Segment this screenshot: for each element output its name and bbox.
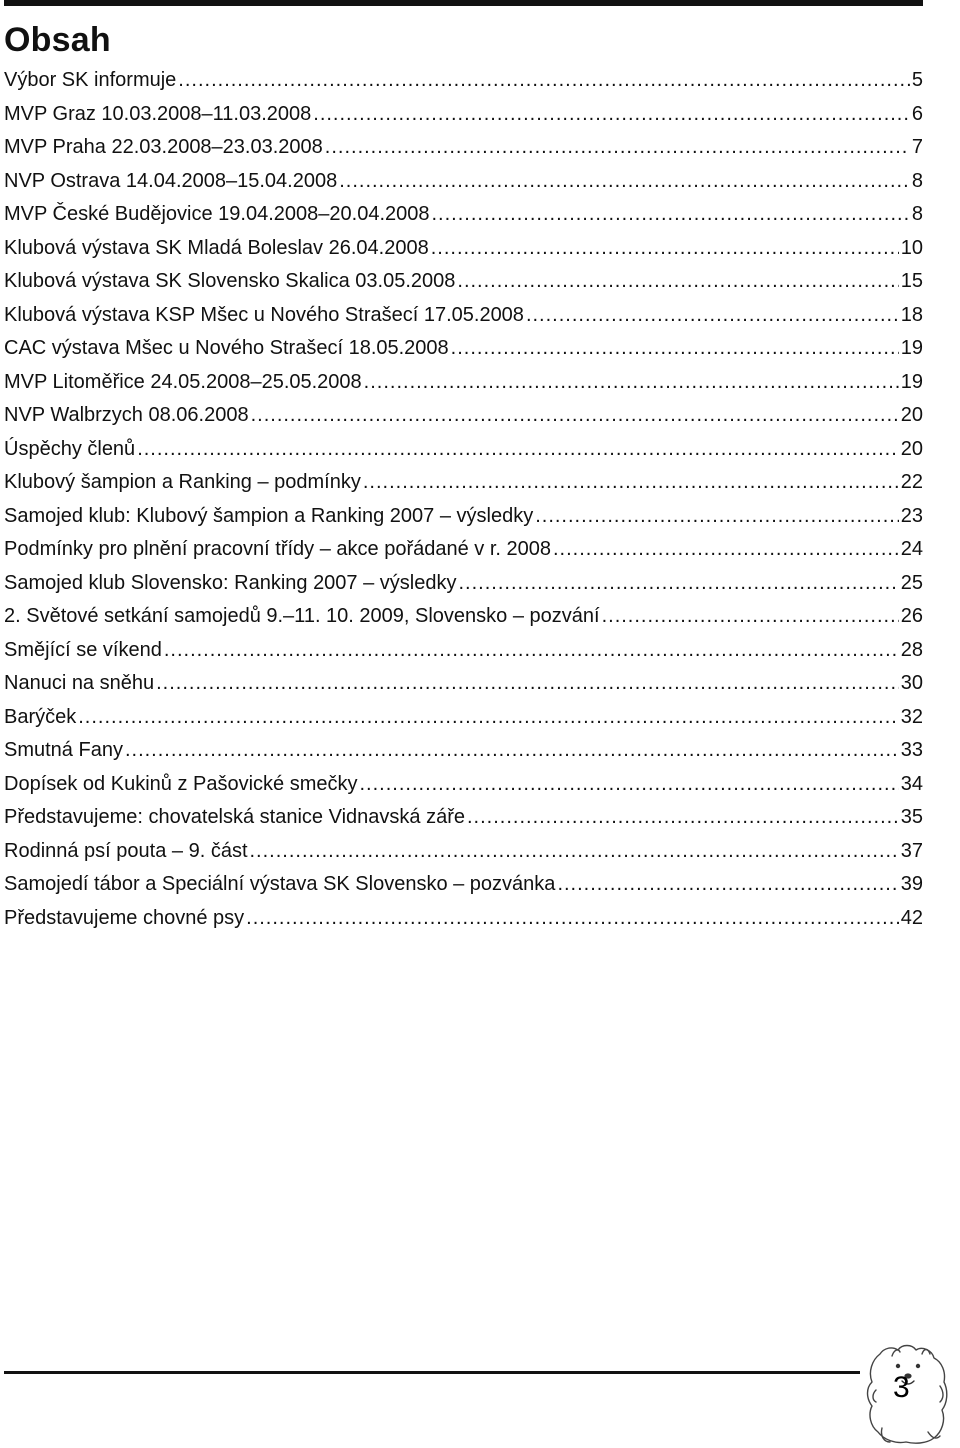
toc-dot-leader: [535, 500, 899, 534]
toc-entry[interactable]: [4, 533, 923, 567]
toc-entry[interactable]: [4, 433, 923, 467]
toc-entry-page: 32: [900, 705, 923, 728]
toc-dot-leader: [250, 835, 899, 869]
toc-entry-page: 23: [900, 504, 923, 527]
toc-entry-page: 7: [911, 136, 923, 158]
toc-dot-leader: [458, 567, 898, 601]
toc-entry[interactable]: [4, 366, 923, 400]
toc-entry-page: 34: [900, 772, 923, 795]
toc-entry-page: 25: [900, 571, 923, 594]
toc-entry-page: 15: [900, 270, 923, 292]
top-rule: [4, 0, 923, 6]
toc-entry[interactable]: [4, 734, 923, 768]
toc-entry-label: Klubová výstava SK Mladá Boleslav 26.04.2008: [4, 236, 429, 259]
toc-entry[interactable]: [4, 634, 923, 668]
toc-dot-leader: [125, 734, 899, 768]
toc-entry-label: Smějící se víkend: [4, 638, 162, 661]
toc-entry-page: 20: [900, 437, 923, 460]
toc-entry-label: Představujeme chovné psy: [4, 906, 245, 929]
toc-entry-page: 8: [911, 203, 923, 225]
toc-entry-page: 19: [900, 370, 923, 393]
toc-entry-page: 22: [900, 471, 923, 493]
toc-entry-label: Dopísek od Kukinů z Pašovické smečky: [4, 772, 358, 795]
toc-entry-label: Rodinná psí pouta – 9. část: [4, 839, 248, 862]
toc-dot-leader: [457, 265, 898, 299]
page-number: 3: [893, 1371, 910, 1404]
toc-entry-label: Samojedí tábor a Speciální výstava SK Slovensko – pozvánka: [4, 873, 556, 895]
toc-entry-label: Podmínky pro plnění pracovní třídy – akce pořádané v r. 2008: [4, 538, 551, 560]
toc-entry-page: 35: [900, 806, 923, 828]
toc-entry[interactable]: [4, 165, 923, 199]
toc-entry[interactable]: [4, 299, 923, 333]
toc-entry-page: 19: [900, 337, 923, 359]
toc-dot-leader: [251, 399, 899, 433]
toc-dot-leader: [451, 332, 899, 366]
toc-entry[interactable]: [4, 902, 923, 936]
toc-entry-label: Představujeme: chovatelská stanice Vidnavská záře: [4, 806, 465, 828]
toc-dot-leader: [246, 902, 899, 936]
toc-entry[interactable]: [4, 667, 923, 701]
toc-entry-label: Smutná Fany: [4, 739, 123, 761]
toc-dot-leader: [557, 868, 898, 902]
toc-entry[interactable]: [4, 198, 923, 232]
toc-entry-label: MVP České Budějovice 19.04.2008–20.04.2008: [4, 203, 430, 225]
toc-entry[interactable]: [4, 835, 923, 869]
toc-dot-leader: [78, 701, 899, 735]
toc-entry-label: NVP Walbrzych 08.06.2008: [4, 404, 249, 426]
toc-entry[interactable]: [4, 64, 923, 98]
toc-entry-label: Klubová výstava SK Slovensko Skalica 03.05.2008: [4, 270, 456, 292]
toc-entry-page: 26: [900, 605, 923, 627]
toc-entry-label: Samojed klub Slovensko: Ranking 2007 – výsledky: [4, 571, 457, 594]
toc-entry[interactable]: [4, 466, 923, 500]
toc-entry-page: 6: [911, 102, 923, 125]
toc-entry[interactable]: [4, 600, 923, 634]
toc-dot-leader: [156, 667, 899, 701]
toc-dot-leader: [164, 634, 899, 668]
toc-entry-page: 20: [900, 404, 923, 426]
page-title: Obsah: [4, 21, 111, 59]
toc-entry[interactable]: [4, 701, 923, 735]
toc-entry-label: MVP Litoměřice 24.05.2008–25.05.2008: [4, 370, 362, 393]
toc-entry-page: 28: [900, 638, 923, 661]
toc-entry-page: 42: [900, 906, 923, 929]
toc-dot-leader: [178, 64, 910, 98]
footer-rule: [4, 1371, 860, 1374]
toc-entry-label: NVP Ostrava 14.04.2008–15.04.2008: [4, 169, 338, 192]
toc-dot-leader: [137, 433, 899, 467]
toc-entry[interactable]: [4, 801, 923, 835]
toc-entry-page: 8: [911, 169, 923, 192]
toc-entry-label: MVP Praha 22.03.2008–23.03.2008: [4, 136, 323, 158]
toc-entry-page: 30: [900, 672, 923, 694]
toc-entry-page: 39: [900, 873, 923, 895]
toc-entry-label: Úspěchy členů: [4, 437, 136, 460]
toc-dot-leader: [526, 299, 899, 333]
toc-dot-leader: [553, 533, 899, 567]
toc-entry[interactable]: [4, 399, 923, 433]
toc-entry-label: Nanuci na sněhu: [4, 672, 155, 694]
toc-entry-label: Klubový šampion a Ranking – podmínky: [4, 471, 361, 493]
toc-entry-label: Výbor SK informuje: [4, 69, 177, 91]
toc-entry[interactable]: [4, 500, 923, 534]
toc-entry-page: 37: [900, 839, 923, 862]
toc-entry[interactable]: [4, 131, 923, 165]
toc-entry-page: 18: [900, 303, 923, 326]
toc-entry[interactable]: [4, 768, 923, 802]
toc-entry-page: 5: [911, 69, 923, 91]
samoyed-dog-icon: [862, 1342, 958, 1446]
toc-dot-leader: [325, 131, 910, 165]
toc-dot-leader: [432, 198, 910, 232]
toc-entry-label: Barýček: [4, 705, 77, 728]
toc-entry[interactable]: [4, 98, 923, 132]
toc-dot-leader: [602, 600, 899, 634]
toc-entry[interactable]: [4, 232, 923, 266]
toc-entry-page: 33: [900, 739, 923, 761]
toc-dot-leader: [364, 366, 899, 400]
toc-entry-label: CAC výstava Mšec u Nového Strašecí 18.05.2008: [4, 337, 449, 359]
toc-entry-label: 2. Světové setkání samojedů 9.–11. 10. 2009, Slovensko – pozvání: [4, 605, 600, 627]
toc-dot-leader: [313, 98, 910, 132]
toc-entry[interactable]: [4, 567, 923, 601]
toc-dot-leader: [467, 801, 899, 835]
toc-entry-label: Samojed klub: Klubový šampion a Ranking 2007 – výsledky: [4, 504, 534, 527]
toc-entry[interactable]: [4, 332, 923, 366]
table-of-contents: [4, 64, 923, 935]
toc-entry-label: MVP Graz 10.03.2008–11.03.2008: [4, 102, 312, 125]
toc-entry[interactable]: [4, 265, 923, 299]
toc-entry-page: 10: [900, 236, 923, 259]
toc-dot-leader: [339, 165, 910, 199]
toc-dot-leader: [360, 768, 899, 802]
toc-dot-leader: [363, 466, 899, 500]
toc-entry[interactable]: [4, 868, 923, 902]
toc-dot-leader: [431, 232, 899, 266]
toc-entry-page: 24: [900, 538, 923, 560]
toc-entry-label: Klubová výstava KSP Mšec u Nového Strašecí 17.05.2008: [4, 303, 524, 326]
